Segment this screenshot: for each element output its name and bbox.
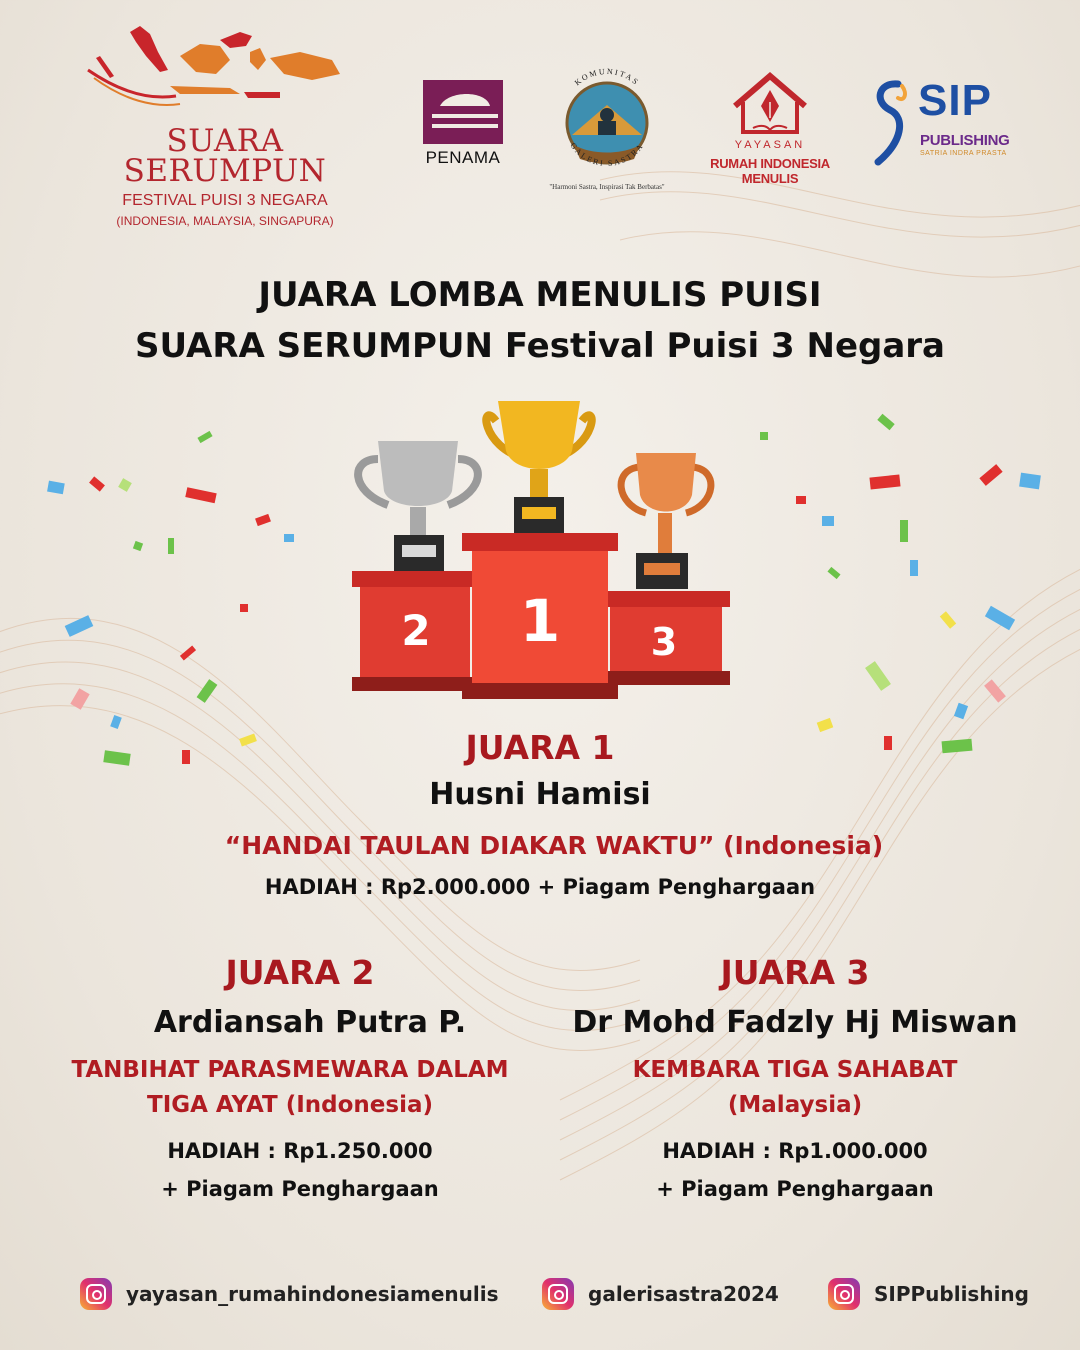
social-handle: galerisastra2024: [588, 1282, 779, 1306]
third-prize-line2: + Piagam Penghargaan: [656, 1177, 934, 1201]
sip-logo-publishing: PUBLISHING: [920, 132, 1010, 149]
instagram-icon: [542, 1278, 574, 1310]
bronze-trophy-icon: [621, 453, 711, 589]
podium-number-2: 2: [401, 606, 431, 655]
second-prize-line1: HADIAH : Rp1.250.000: [167, 1139, 433, 1163]
third-name: Dr Mohd Fadzly Hj Miswan: [572, 1005, 1018, 1040]
rumah-indonesia-menulis-logo: [695, 72, 845, 186]
sip-publishing-logo: [868, 78, 1018, 168]
social-handle: yayasan_rumahindonesiamenulis: [126, 1282, 499, 1306]
suara-logo-line4: (INDONESIA, MALAYSIA, SINGAPURA): [116, 214, 334, 228]
indonesia-map-icon: [80, 22, 360, 122]
first-rank: JUARA 1: [465, 728, 615, 767]
podium-number-1: 1: [519, 587, 561, 655]
third-poem-title-line1: KEMBARA TIGA SAHABAT: [632, 1057, 958, 1083]
second-name: Ardiansah Putra P.: [153, 1005, 467, 1040]
suara-logo-line1: SUARA: [166, 123, 284, 159]
penama-label: PENAMA: [425, 148, 501, 167]
sip-logo-big: SIP: [918, 76, 992, 125]
social-link-sippublishing[interactable]: [828, 1278, 1029, 1310]
suara-serumpun-logo: [80, 22, 360, 232]
sip-logo-tagline: SATRIA INDRA PRASTA: [920, 150, 1007, 157]
second-prize-line2: + Piagam Penghargaan: [161, 1177, 439, 1201]
second-poem-title-line1: TANBIHAT PARASMEWARA DALAM: [71, 1057, 509, 1083]
rumah-logo-bottom: RUMAH INDONESIA MENULIS: [710, 156, 830, 186]
third-prize-line1: HADIAH : Rp1.000.000: [662, 1139, 928, 1163]
silver-trophy-icon: [358, 441, 478, 571]
second-rank: JUARA 2: [225, 953, 375, 992]
penama-mark-icon: [418, 80, 508, 144]
first-poem-title: “HANDAI TAULAN DIAKAR WAKTU” (Indonesia): [224, 831, 884, 860]
instagram-icon: [80, 1278, 112, 1310]
sip-swirl-icon: [868, 78, 914, 168]
rumah-logo-top: YAYASAN: [734, 139, 806, 151]
heading-line1: JUARA LOMBA MENULIS PUISI: [258, 275, 822, 315]
galeri-sastra-logo: [549, 55, 665, 195]
podium-illustration: [340, 395, 740, 705]
suara-logo-line3: FESTIVAL PUISI 3 NEGARA: [122, 192, 328, 209]
gold-trophy-icon: [486, 401, 591, 533]
galeri-tagline: "Harmoni Sastra, Inspirasi Tak Berbatas": [549, 183, 665, 191]
instagram-icon: [828, 1278, 860, 1310]
suara-logo-line2: SERUMPUN: [123, 153, 327, 189]
second-poem-title-line2: TIGA AYAT (Indonesia): [147, 1092, 433, 1118]
third-rank: JUARA 3: [720, 953, 870, 992]
social-link-yayasan[interactable]: [80, 1278, 498, 1310]
first-prize: HADIAH : Rp2.000.000 + Piagam Penghargaan: [264, 875, 816, 899]
penama-logo: [418, 80, 508, 170]
heading-line2: SUARA SERUMPUN Festival Puisi 3 Negara: [134, 326, 945, 366]
galeri-sastra-emblem-icon: [552, 55, 662, 185]
podium-number-3: 3: [650, 620, 678, 664]
galeri-arc-bottom: GALERI SASTRA: [568, 141, 646, 168]
galeri-arc-top: KOMUNITAS: [572, 66, 642, 88]
house-pen-icon: [695, 72, 845, 138]
first-name: Husni Hamisi: [429, 777, 651, 812]
social-handle: SIPPublishing: [874, 1282, 1029, 1306]
social-link-galerisastra[interactable]: [542, 1278, 779, 1310]
third-poem-title-line2: (Malaysia): [727, 1092, 863, 1118]
